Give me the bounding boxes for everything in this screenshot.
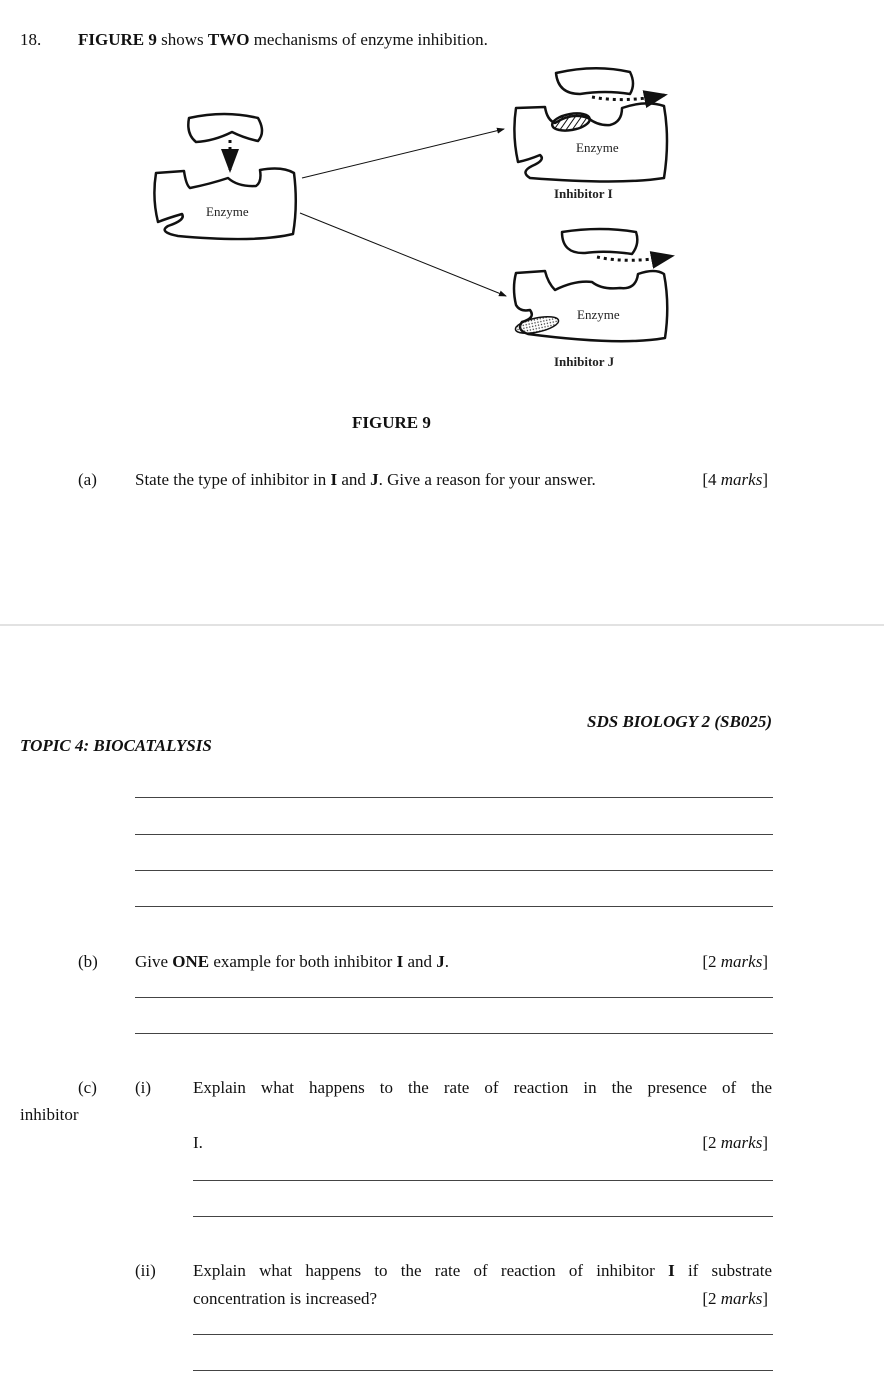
part-c-i-continuation: inhibitor	[20, 1105, 79, 1124]
part-b-text: Give ONE example for both inhibitor I and J.	[135, 952, 449, 971]
part-c-i-label: (i)	[135, 1078, 152, 1097]
enzyme-label: Enzyme	[206, 204, 249, 219]
part-c-ii-marks: [2 marks]	[702, 1289, 768, 1308]
part-b-label: (b)	[78, 952, 98, 971]
inhibitor-j-label: Inhibitor J	[554, 354, 615, 369]
page-break-divider	[0, 624, 884, 626]
release-arrow	[597, 256, 672, 260]
enzyme-label: Enzyme	[576, 140, 619, 155]
part-c-i-marks: [2 marks]	[702, 1133, 768, 1152]
answer-line[interactable]	[135, 797, 773, 798]
part-c-i-text: Explain what happens to the rate of reaction in the presence of the	[193, 1078, 772, 1097]
part-a-label: (a)	[78, 470, 97, 489]
enzyme-label: Enzyme	[577, 307, 620, 322]
inhibitor-i-label: Inhibitor I	[554, 186, 613, 201]
part-b-marks: [2 marks]	[702, 952, 768, 971]
heading-emphasis: TWO	[207, 30, 250, 49]
answer-line[interactable]	[135, 1033, 773, 1034]
inhibitor-j-shape	[514, 314, 560, 337]
release-arrow	[592, 95, 665, 100]
answer-line[interactable]	[193, 1216, 773, 1217]
part-c-ii-label: (ii)	[135, 1261, 156, 1280]
course-header: SDS BIOLOGY 2 (SB025)	[587, 712, 772, 731]
part-c-ii-text: Explain what happens to the rate of reaction of inhibitor I if substrate	[193, 1261, 772, 1280]
inhibitor-i-shape	[551, 111, 591, 133]
figure-caption: FIGURE 9	[352, 413, 431, 432]
substrate-shape	[188, 114, 262, 142]
figure-9-diagram	[0, 0, 884, 400]
answer-line[interactable]	[193, 1334, 773, 1335]
arrow-to-inhibitor-j	[300, 213, 506, 296]
part-c-label: (c)	[78, 1078, 97, 1097]
part-c-i-item: I.	[193, 1133, 203, 1152]
answer-line[interactable]	[135, 906, 773, 907]
heading-text: shows	[156, 30, 208, 49]
part-c-ii-text-line2: concentration is increased?	[193, 1289, 378, 1308]
topic-header: TOPIC 4: BIOCATALYSIS	[20, 736, 212, 755]
answer-line[interactable]	[193, 1180, 773, 1181]
part-a-marks: [4 marks]	[702, 470, 768, 489]
answer-line[interactable]	[135, 997, 773, 998]
substrate-shape	[556, 68, 633, 94]
answer-line[interactable]	[135, 870, 773, 871]
heading-text: mechanisms of enzyme inhibition.	[249, 30, 488, 49]
answer-line[interactable]	[193, 1370, 773, 1371]
substrate-shape	[562, 229, 637, 254]
part-a-text: State the type of inhibitor in I and J. Give a reason for your answer.	[135, 470, 596, 489]
arrow-to-inhibitor-i	[302, 129, 504, 178]
question-number: 18.	[20, 30, 42, 49]
heading-figure-ref: FIGURE 9	[78, 30, 157, 49]
answer-line[interactable]	[135, 834, 773, 835]
